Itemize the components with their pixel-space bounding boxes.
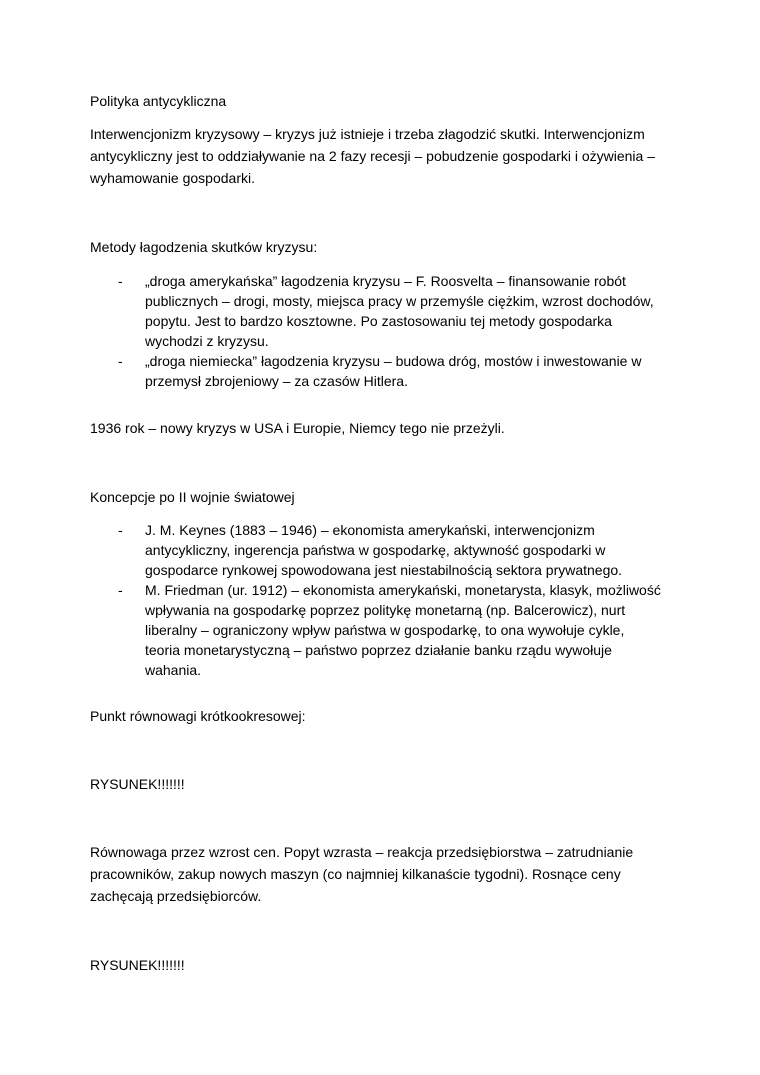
- list-item-line: „droga amerykańska” łagodzenia kryzysu – F. Roosvelta – finansowanie robót: [145, 273, 626, 289]
- list-item-line: teoria monetarystyczną – państwo poprzez działanie banku rządu wywołuje: [145, 642, 612, 658]
- price-growth-paragraph: [90, 841, 680, 907]
- list-marker: -: [118, 273, 123, 289]
- concepts-heading: Koncepcje po II wojnie światowej: [90, 489, 295, 505]
- list-marker: -: [118, 582, 123, 598]
- paragraph-line: Równowaga przez wzrost cen. Popyt wzrasta – reakcja przedsiębiorstwa – zatrudnianie: [90, 844, 634, 860]
- intro-paragraph: [90, 123, 680, 189]
- list-item: [90, 520, 680, 580]
- list-item-line: przemysł zbrojeniowy – za czasów Hitlera.: [145, 373, 408, 389]
- list-item: [90, 271, 680, 351]
- list-item: [90, 351, 680, 391]
- list-item-line: gospodarce rynkowej spowodowana jest niestabilnością sektora prywatnego.: [145, 562, 623, 578]
- document-title: Polityka antycykliczna: [90, 93, 227, 109]
- list-item: [90, 580, 680, 680]
- paragraph-line: pracowników, zakup nowych maszyn (co najmniej kilkanaście tygodni). Rosnące ceny: [90, 866, 621, 882]
- list-item-line: wychodzi z kryzysu.: [145, 333, 269, 349]
- intro-line: antycykliczny jest to oddziaływanie na 2 fazy recesji – pobudzenie gospodarki i ożywienia –: [90, 148, 655, 164]
- list-item-line: antycykliczny, ingerencja państwa w gospodarkę, aktywność gospodarki w: [145, 542, 606, 558]
- list-marker: -: [118, 522, 123, 538]
- equilibrium-heading: Punkt równowagi krótkookresowej:: [90, 708, 306, 724]
- intro-line: wyhamowanie gospodarki.: [90, 170, 255, 186]
- crisis-1936-paragraph: 1936 rok – nowy kryzys w USA i Europie, Niemcy tego nie przeżyli.: [90, 420, 505, 436]
- figure-placeholder: RYSUNEK!!!!!!!: [90, 776, 185, 792]
- intro-line: Interwencjonizm kryzysowy – kryzys już istnieje i trzeba złagodzić skutki. Interwencjonizm: [90, 126, 645, 142]
- list-item-line: popytu. Jest to bardzo kosztowne. Po zastosowaniu tej metody gospodarka: [145, 313, 612, 329]
- list-item-line: J. M. Keynes (1883 – 1946) – ekonomista amerykański, interwencjonizm: [145, 522, 595, 538]
- methods-list: [90, 271, 680, 391]
- list-item-line: „droga niemiecka” łagodzenia kryzysu – budowa dróg, mostów i inwestowanie w: [145, 353, 642, 369]
- list-item-line: wahania.: [145, 662, 202, 678]
- concepts-list: [90, 520, 680, 680]
- figure-placeholder: RYSUNEK!!!!!!!: [90, 957, 185, 973]
- list-item-line: publicznych – drogi, mosty, miejsca pracy w przemyśle ciężkim, wzrost dochodów,: [145, 293, 654, 309]
- paragraph-line: zachęcają przedsiębiorców.: [90, 888, 262, 904]
- list-item-line: liberalny – ograniczony wpływ państwa w gospodarkę, to ona wywołuje cykle,: [145, 622, 625, 638]
- list-item-line: wpływania na gospodarkę poprzez politykę monetarną (np. Balcerowicz), nurt: [145, 602, 626, 618]
- list-item-line: M. Friedman (ur. 1912) – ekonomista amerykański, monetarysta, klasyk, możliwość: [145, 582, 661, 598]
- methods-heading: Metody łagodzenia skutków kryzysu:: [90, 239, 318, 255]
- list-marker: -: [118, 353, 123, 369]
